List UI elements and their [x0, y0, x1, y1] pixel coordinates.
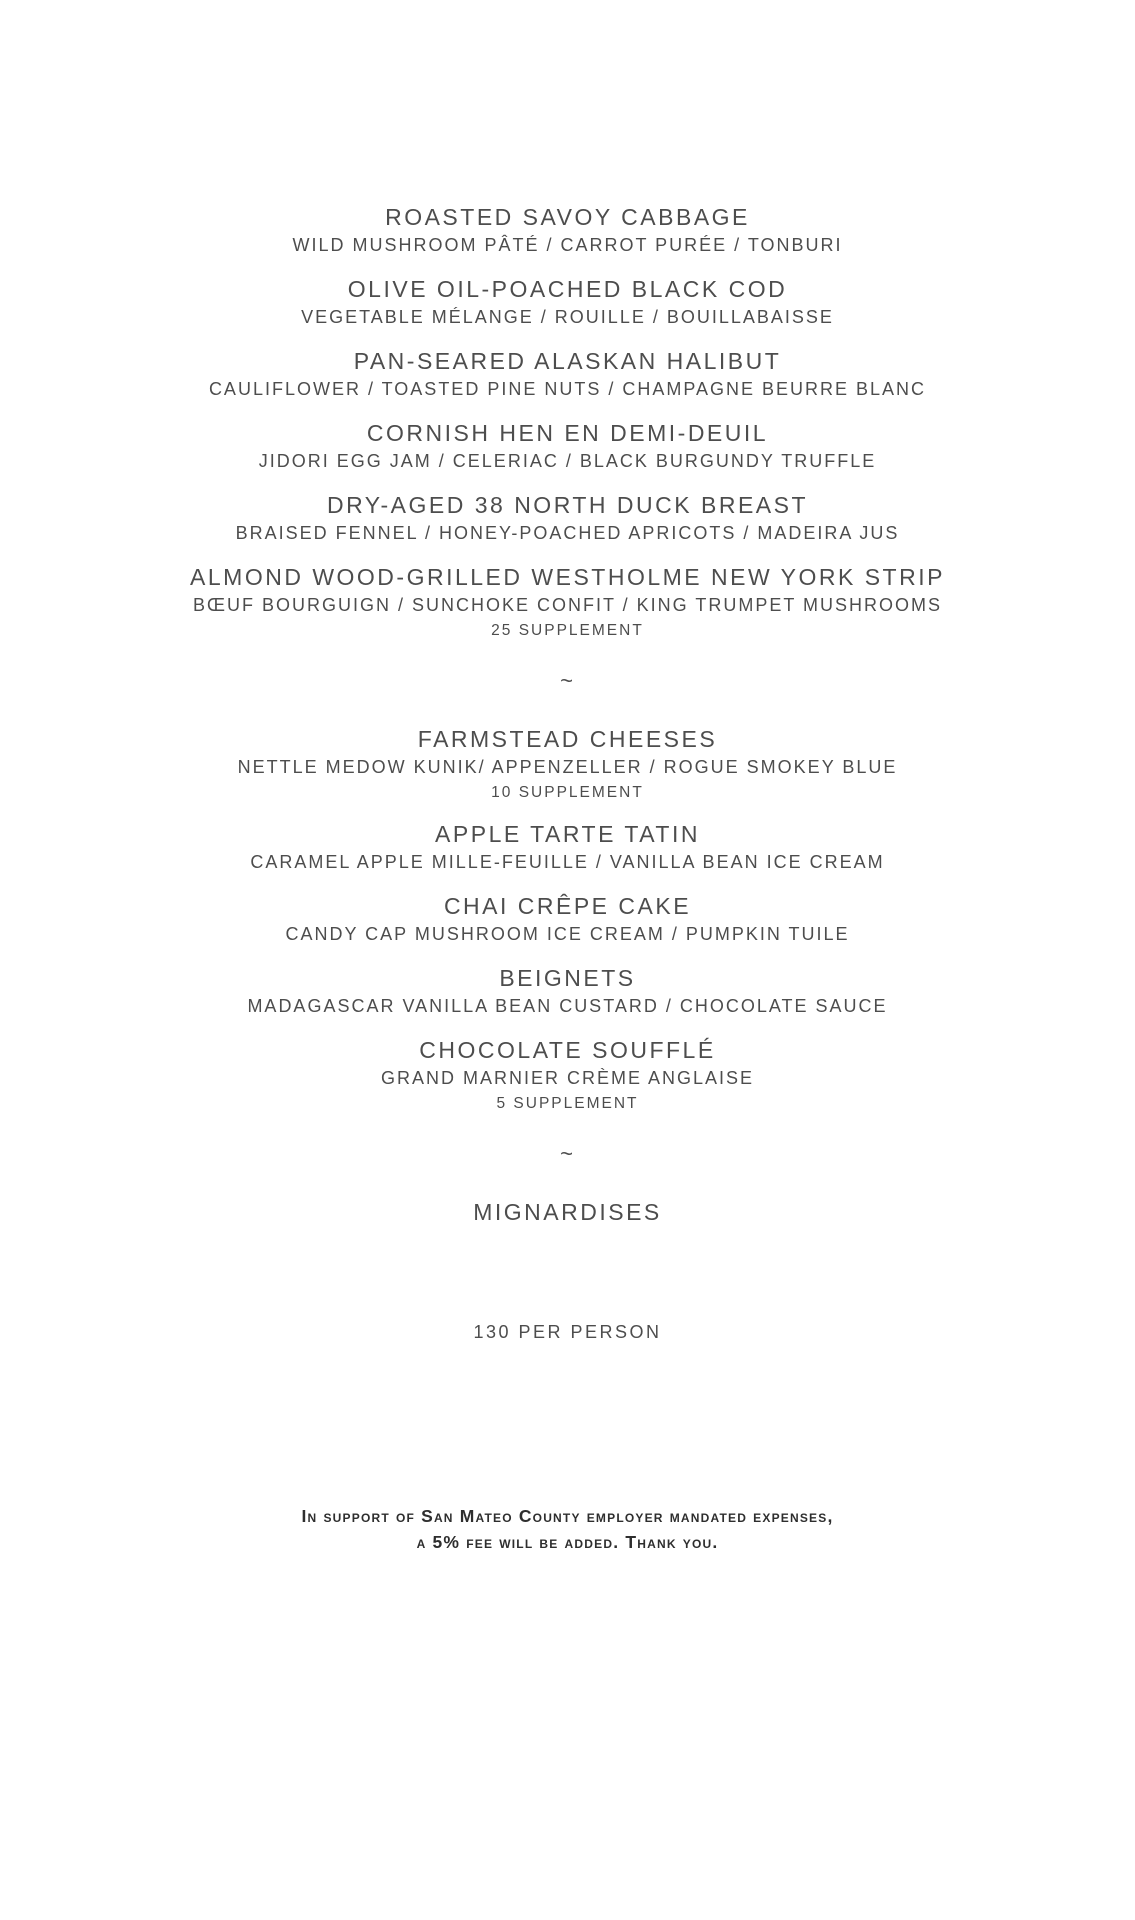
fee-notice: [0, 1503, 1135, 1555]
menu-item: [0, 963, 1135, 1020]
dish-description: JIDORI EGG JAM / CELERIAC / BLACK BURGUNDY TRUFFLE: [258, 451, 877, 471]
dish-description: CAULIFLOWER / TOASTED PINE NUTS / CHAMPAGNE BEURRE BLANC: [208, 379, 927, 399]
menu-item: [0, 418, 1135, 475]
dish-description: CANDY CAP MUSHROOM ICE CREAM / PUMPKIN TUILE: [285, 924, 850, 944]
dish-title: ROASTED SAVOY CABBAGE: [385, 204, 750, 230]
dish-title: OLIVE OIL-POACHED BLACK COD: [347, 276, 788, 302]
dish-description: NETTLE MEDOW KUNIK/ APPENZELLER / ROGUE SMOKEY BLUE: [237, 757, 898, 777]
dish-title: FARMSTEAD CHEESES: [417, 726, 718, 752]
dish-title: BEIGNETS: [499, 965, 636, 991]
dish-description: GRAND MARNIER CRÈME ANGLAISE: [380, 1068, 755, 1088]
dish-title: ALMOND WOOD-GRILLED WESTHOLME NEW YORK STRIP: [190, 564, 945, 590]
menu-item: [0, 562, 1135, 642]
dish-title: CHAI CRÊPE CAKE: [443, 893, 692, 919]
finale-course: MIGNARDISES: [473, 1199, 662, 1225]
dish-title: DRY-AGED 38 NORTH DUCK BREAST: [326, 492, 809, 518]
dish-title: PAN-SEARED ALASKAN HALIBUT: [353, 348, 782, 374]
section-divider: ~: [560, 1141, 575, 1166]
section-divider: ~: [560, 668, 575, 693]
dish-supplement: 25 SUPPLEMENT: [491, 622, 644, 639]
menu-item: [0, 490, 1135, 547]
menu-item: [0, 891, 1135, 948]
menu-item: [0, 1035, 1135, 1115]
dish-supplement: 10 SUPPLEMENT: [491, 784, 644, 801]
dish-description: WILD MUSHROOM PÂTÉ / CARROT PURÉE / TONBURI: [292, 235, 843, 255]
menu-item: [0, 819, 1135, 876]
menu-price: 130 PER PERSON: [473, 1322, 662, 1342]
menu-item: [0, 724, 1135, 804]
dish-description: CARAMEL APPLE MILLE-FEUILLE / VANILLA BEAN ICE CREAM: [250, 852, 885, 872]
fee-notice-line-1: In support of San Mateo County employer mandated expenses,: [301, 1506, 834, 1526]
dish-title: CHOCOLATE SOUFFLÉ: [419, 1037, 716, 1063]
menu-item: [0, 346, 1135, 403]
dish-description: BŒUF BOURGUIGN / SUNCHOKE CONFIT / KING TRUMPET MUSHROOMS: [192, 595, 943, 615]
dish-supplement: 5 SUPPLEMENT: [496, 1095, 639, 1112]
dish-title: APPLE TARTE TATIN: [435, 821, 700, 847]
fee-notice-line-2: a 5% fee will be added. Thank you.: [416, 1532, 719, 1552]
menu-item: [0, 202, 1135, 259]
dish-description: VEGETABLE MÉLANGE / ROUILLE / BOUILLABAISSE: [301, 307, 834, 327]
dish-description: MADAGASCAR VANILLA BEAN CUSTARD / CHOCOLATE SAUCE: [247, 996, 888, 1016]
dish-description: BRAISED FENNEL / HONEY-POACHED APRICOTS / MADEIRA JUS: [235, 523, 900, 543]
menu-item: [0, 274, 1135, 331]
dish-title: CORNISH HEN EN DEMI-DEUIL: [366, 420, 769, 446]
